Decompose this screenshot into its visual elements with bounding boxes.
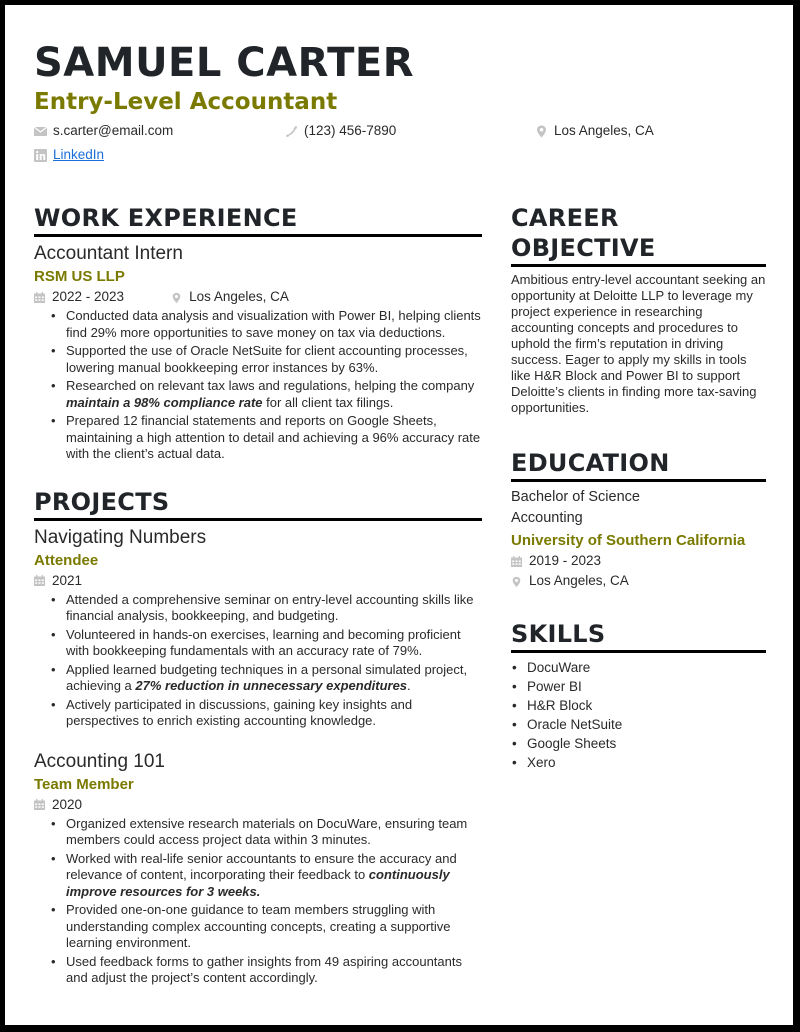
calendar-icon [34, 575, 45, 586]
section-heading-skills: SKILLS [511, 619, 766, 653]
phone-icon [285, 125, 298, 138]
project-role: Attendee [34, 551, 99, 569]
contact-email [34, 122, 173, 140]
left-column [34, 203, 482, 989]
map-pin-icon [511, 576, 522, 587]
degree: Bachelor of Science [511, 489, 640, 505]
project-meta [34, 795, 482, 815]
bullet-item: • Conducted data analysis and visualization with Power BI, helping clients find 29% more opportunities to save money on tax via deductions. [50, 308, 482, 341]
job-title: Accountant Intern [34, 243, 183, 264]
email-text: s.carter@email.com [53, 123, 174, 138]
location-text: Los Angeles, CA [554, 123, 654, 138]
skill-item: • Power BI [511, 677, 766, 696]
section-heading-work: WORK EXPERIENCE [34, 203, 482, 237]
skills-list [511, 658, 766, 772]
project-dates: 2021 [52, 572, 83, 588]
education-section [511, 448, 766, 591]
education-dates: 2019 - 2023 [529, 553, 602, 568]
projects-section [34, 487, 482, 987]
skill-item: • Oracle NetSuite [511, 715, 766, 734]
skill-item: • Xero [511, 753, 766, 772]
skill-item: • H&R Block [511, 696, 766, 715]
bullet-item: • Supported the use of Oracle NetSuite for client accounting processes, lowering manual bookkeeping error instances by 63%. [50, 343, 482, 376]
bullet-item: • Applied learned budgeting techniques in a personal simulated project, achieving a 27% reduction in unnecessary expenditures. [50, 662, 482, 695]
company-name: RSM US LLP [34, 268, 125, 285]
job-dates: 2022 - 2023 [52, 289, 125, 304]
bullet-item: • Used feedback forms to gather insights from 49 aspiring accountants and adjust the project’s content accordingly. [50, 954, 482, 987]
job-location [171, 287, 289, 307]
contact-linkedin [34, 146, 104, 164]
project-title: Navigating Numbers [34, 526, 207, 548]
education-dates-row [511, 551, 766, 571]
contact-phone [285, 122, 396, 140]
objective-text: Ambitious entry-level accountant seeking an opportunity at Deloitte LLP to leverage my project experience in researching accounting concepts and procedures to uphold the firm’s reputation in driving success. Eager to apply my skills in tools like H&R Block and Power BI to support Deloitte’s clients in finding more tax-saving opportunities. [511, 272, 766, 415]
calendar-icon [511, 556, 522, 567]
project-item [34, 526, 482, 730]
education-location-row [511, 571, 766, 591]
bullet-item: • Actively participated in discussions, gaining key insights and perspectives to enrich existing accounting knowledge. [50, 697, 482, 730]
project-role: Team Member [34, 775, 134, 793]
work-experience-section [34, 203, 482, 463]
job-location-text: Los Angeles, CA [189, 289, 289, 304]
candidate-title: Entry-Level Accountant [34, 89, 338, 115]
calendar-icon [34, 799, 45, 810]
phone-text: (123) 456-7890 [304, 123, 397, 138]
section-heading-education: EDUCATION [511, 448, 766, 482]
skills-section [511, 619, 766, 772]
candidate-name: SAMUEL CARTER [34, 40, 415, 86]
field-of-study: Accounting [511, 510, 583, 526]
school-name: University of Southern California [511, 532, 746, 549]
project-dates: 2020 [52, 796, 83, 812]
map-pin-icon [535, 125, 548, 138]
envelope-icon [34, 125, 47, 138]
bullet-item: • Organized extensive research materials on DocuWare, ensuring team members could access project data within 3 minutes. [50, 816, 482, 849]
project-bullets [50, 816, 482, 987]
project-title: Accounting 101 [34, 750, 165, 772]
map-pin-icon [171, 292, 182, 303]
skill-item: • DocuWare [511, 658, 766, 677]
section-heading-projects: PROJECTS [34, 487, 482, 521]
calendar-icon [34, 292, 45, 303]
bullet-item: • Researched on relevant tax laws and regulations, helping the company maintain a 98% compliance rate for all client tax filings. [50, 378, 482, 411]
job-meta [34, 287, 482, 307]
project-bullets [50, 592, 482, 730]
bullet-item: • Provided one-on-one guidance to team members struggling with understanding complex accounting concepts, creating a supportive learning environment. [50, 902, 482, 952]
job-bullets [50, 308, 482, 463]
bullet-item: • Volunteered in hands-on exercises, learning and becoming proficient with bookkeeping fundamentals with an accuracy rate of 79%. [50, 627, 482, 660]
bullet-item: • Attended a comprehensive seminar on entry-level accounting skills like financial analysis, bookkeeping, and budgeting. [50, 592, 482, 625]
bullet-item: • Worked with real-life senior accountants to ensure the accuracy and relevance of content, incorporating their feedback to continuously improve resources for 3 weeks. [50, 851, 482, 901]
linkedin-icon [34, 149, 47, 162]
right-column [511, 203, 766, 772]
resume-page [5, 5, 793, 1025]
education-location: Los Angeles, CA [529, 573, 629, 588]
career-objective-section [511, 203, 766, 416]
project-meta [34, 571, 482, 591]
project-item [34, 750, 482, 987]
section-heading-objective: CAREER OBJECTIVE [511, 203, 766, 267]
skill-item: • Google Sheets [511, 734, 766, 753]
bullet-item: • Prepared 12 financial statements and reports on Google Sheets, maintaining a high attention to detail and achieving a 96% accuracy rate with the client’s actual data. [50, 413, 482, 463]
contact-location [535, 122, 654, 140]
linkedin-link[interactable]: LinkedIn [53, 147, 105, 162]
